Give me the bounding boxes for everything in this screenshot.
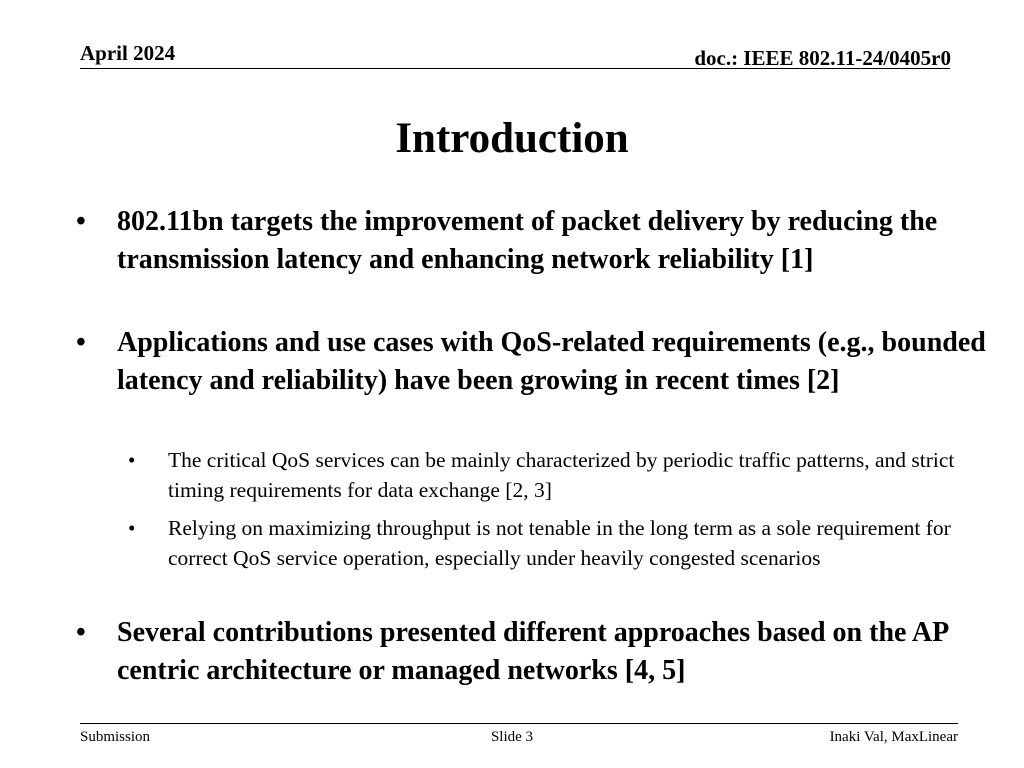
header-date: April 2024 (80, 41, 176, 65)
bullet-text-3: Several contributions presented different approaches based on the AP centric architecture or managed networks [4, 5] (117, 617, 948, 686)
header-doc-id: doc.: IEEE 802.11-24/0405r0 (694, 46, 951, 70)
footer-divider (80, 723, 958, 724)
bullet-text-2: Applications and use cases with QoS-related requirements (e.g., bounded latency and reliability) have been growing in recent times [2] (117, 327, 986, 396)
bullet-marker: • (76, 617, 86, 648)
footer-slide-number: Slide 3 (490, 729, 534, 745)
footer-submission: Submission (80, 729, 151, 745)
sub-bullet-marker: • (128, 448, 136, 472)
sub-bullet-text-1: The critical QoS services can be mainly characterized by periodic traffic patterns, and strict timing requirements for data exchange [2, 3] (168, 448, 955, 502)
bullet-marker: • (76, 206, 86, 237)
sub-bullet-marker: • (128, 516, 136, 540)
slide-title: Introduction (395, 115, 629, 162)
sub-bullet-text-2: Relying on maximizing throughput is not tenable in the long term as a sole requirement for correct QoS service operation, especially under heavily congested scenarios (168, 516, 951, 570)
footer-author: Inaki Val, MaxLinear (829, 729, 958, 745)
bullet-text-1: 802.11bn targets the improvement of packet delivery by reducing the transmission latency and enhancing network reliability [1] (117, 206, 938, 275)
bullet-marker: • (76, 327, 86, 358)
